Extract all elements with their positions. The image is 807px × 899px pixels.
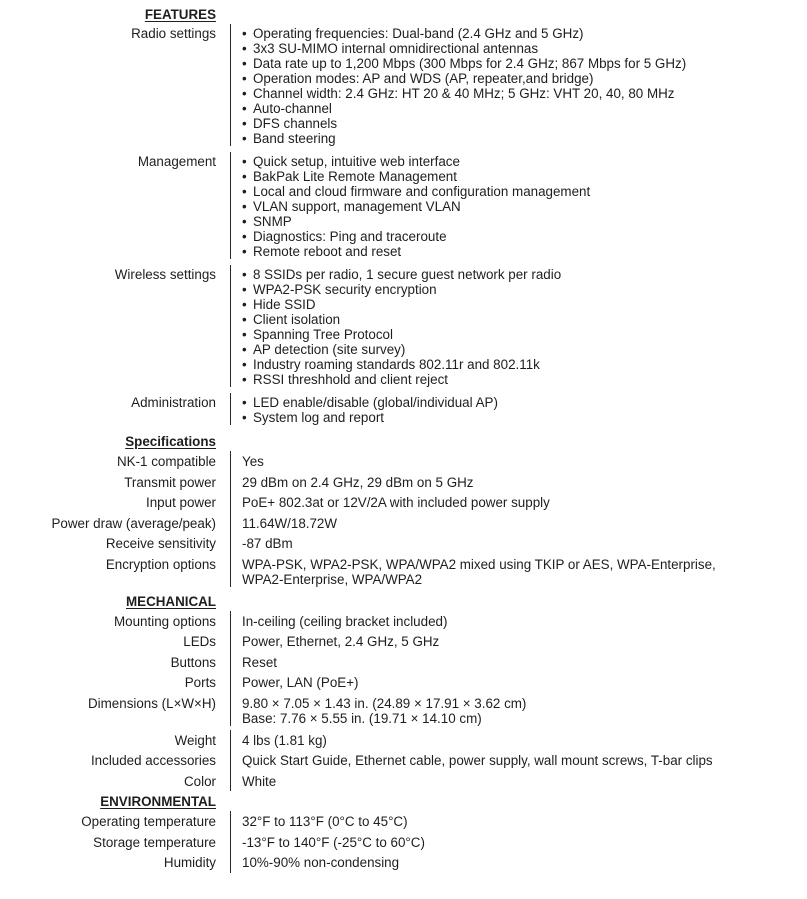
spec-value — [242, 24, 797, 146]
spec-value — [242, 750, 797, 771]
spec-label: Encryption options — [105, 556, 216, 572]
feature-list-item: • Channel width: 2.4 GHz: HT 20 & 40 MHz; 5 GHz: VHT 20, 40, 80 MHz — [242, 86, 797, 101]
spec-value — [242, 852, 797, 873]
spec-label: Transmit power — [124, 474, 216, 490]
spec-value-line: -87 dBm — [242, 536, 293, 551]
spec-value — [242, 672, 797, 693]
column-divider — [230, 152, 231, 259]
feature-list-item: • DFS channels — [242, 116, 797, 131]
column-divider — [230, 631, 231, 652]
spec-value-line: 9.80 × 7.05 × 1.43 in. (24.89 × 17.91 × 3.62 cm) — [242, 695, 527, 711]
column-divider — [230, 472, 231, 493]
spec-value — [242, 832, 797, 853]
spec-value — [242, 730, 797, 751]
feature-list-item: • Data rate up to 1,200 Mbps (300 Mbps for 2.4 GHz; 867 Mbps for 5 GHz) — [242, 56, 797, 71]
spec-value-line: WPA-PSK, WPA2-PSK, WPA/WPA2 mixed using TKIP or AES, WPA-Enterprise, — [242, 556, 716, 572]
column-divider — [230, 730, 231, 751]
feature-list — [242, 26, 797, 146]
spec-label: Mounting options — [114, 613, 216, 629]
feature-list — [242, 395, 797, 425]
spec-value-line: Quick Start Guide, Ethernet cable, power supply, wall mount screws, T-bar clips — [242, 753, 713, 768]
specifications-row — [0, 492, 807, 513]
spec-value — [242, 554, 797, 587]
mechanical-row — [0, 652, 807, 673]
mechanical-row — [0, 750, 807, 771]
feature-list-item: • Client isolation — [242, 312, 797, 327]
spec-value — [242, 451, 797, 472]
spec-label: Humidity — [163, 855, 216, 870]
column-divider — [230, 811, 231, 832]
feature-list-item: • LED enable/disable (global/individual AP) — [242, 395, 797, 410]
mechanical-row — [0, 730, 807, 751]
spec-label: Wireless settings — [114, 267, 216, 282]
feature-list-item: • Quick setup, intuitive web interface — [242, 154, 797, 169]
specifications-row — [0, 513, 807, 534]
spec-label: NK-1 compatible — [117, 454, 216, 469]
column-divider — [230, 533, 231, 554]
spec-label: Administration — [131, 395, 216, 410]
column-divider — [230, 513, 231, 534]
features-section-title: FEATURES — [144, 7, 216, 22]
spec-label: Buttons — [170, 654, 216, 670]
mechanical-row — [0, 631, 807, 652]
spec-label: Storage temperature — [93, 834, 216, 850]
feature-list-item: • Operating frequencies: Dual-band (2.4 GHz and 5 GHz) — [242, 26, 797, 41]
features-row — [0, 265, 807, 393]
column-divider — [230, 693, 231, 726]
feature-list-item: • Operation modes: AP and WDS (AP, repeater,and bridge) — [242, 71, 797, 86]
spec-value — [242, 265, 797, 387]
spec-value-line: -13°F to 140°F (-25°C to 60°C) — [242, 834, 425, 850]
spec-value-line: Reset — [242, 654, 277, 670]
spec-label: Dimensions (L×W×H) — [88, 695, 216, 711]
spec-value — [242, 611, 797, 632]
feature-list-item: • Remote reboot and reset — [242, 244, 797, 259]
mechanical-row — [0, 672, 807, 693]
spec-value-line: 10%-90% non-condensing — [242, 855, 400, 870]
spec-value — [242, 811, 797, 832]
spec-value — [242, 472, 797, 493]
column-divider — [230, 492, 231, 513]
environmental-row — [0, 832, 807, 853]
spec-label: Radio settings — [131, 26, 216, 41]
specifications-row — [0, 472, 807, 493]
column-divider — [230, 852, 231, 873]
feature-list-item: • Local and cloud firmware and configuration management — [242, 184, 797, 199]
feature-list-item: • Band steering — [242, 131, 797, 146]
spec-value — [242, 631, 797, 652]
spec-label: LEDs — [183, 634, 216, 649]
specifications-row — [0, 451, 807, 472]
spec-value — [242, 492, 797, 513]
feature-list — [242, 267, 797, 387]
column-divider — [230, 652, 231, 673]
specifications-section-title: Specifications — [125, 434, 216, 449]
spec-value — [242, 771, 797, 792]
feature-list-item: • SNMP — [242, 214, 797, 229]
column-divider — [230, 672, 231, 693]
spec-value-line: Yes — [242, 454, 264, 469]
specifications-section-header — [0, 431, 807, 451]
spec-label: Ports — [184, 675, 216, 690]
spec-value — [242, 652, 797, 673]
environmental-row — [0, 811, 807, 832]
feature-list-item: • Diagnostics: Ping and traceroute — [242, 229, 797, 244]
spec-label: Included accessories — [90, 753, 216, 768]
spec-label: Management — [137, 154, 216, 169]
column-divider — [230, 451, 231, 472]
mechanical-row — [0, 771, 807, 792]
feature-list — [242, 154, 797, 259]
feature-list-item: • AP detection (site survey) — [242, 342, 797, 357]
spec-sheet — [0, 4, 807, 873]
spec-label: Input power — [146, 495, 216, 510]
column-divider — [230, 771, 231, 792]
spec-value — [242, 152, 797, 259]
spec-value — [242, 513, 797, 534]
feature-list-item: • VLAN support, management VLAN — [242, 199, 797, 214]
feature-list-item: • 8 SSIDs per radio, 1 secure guest network per radio — [242, 267, 797, 282]
feature-list-item: • 3x3 SU-MIMO internal omnidirectional antennas — [242, 41, 797, 56]
feature-list-item: • Spanning Tree Protocol — [242, 327, 797, 342]
specifications-row — [0, 554, 807, 591]
features-row — [0, 393, 807, 431]
feature-list-item: • Industry roaming standards 802.11r and 802.11k — [242, 357, 797, 372]
feature-list-item: • Auto-channel — [242, 101, 797, 116]
spec-value-line: Power, LAN (PoE+) — [242, 675, 359, 690]
environmental-section-title: ENVIRONMENTAL — [100, 794, 216, 809]
spec-value — [242, 693, 797, 726]
column-divider — [230, 265, 231, 387]
feature-list-item: • WPA2-PSK security encryption — [242, 282, 797, 297]
spec-value-line: Power, Ethernet, 2.4 GHz, 5 GHz — [242, 634, 440, 649]
spec-value-line: 29 dBm on 2.4 GHz, 29 dBm on 5 GHz — [242, 474, 474, 490]
column-divider — [230, 611, 231, 632]
column-divider — [230, 393, 231, 425]
spec-value — [242, 533, 797, 554]
spec-value-line: In-ceiling (ceiling bracket included) — [242, 613, 448, 629]
spec-label: Operating temperature — [81, 814, 216, 829]
environmental-section-header — [0, 791, 807, 811]
mechanical-row — [0, 611, 807, 632]
spec-label: Color — [184, 773, 216, 789]
feature-list-item: • Hide SSID — [242, 297, 797, 312]
column-divider — [230, 24, 231, 146]
spec-value — [242, 393, 797, 425]
features-section-header — [0, 4, 807, 24]
spec-value-line: White — [242, 773, 277, 789]
spec-value-line: 11.64W/18.72W — [242, 515, 338, 531]
column-divider — [230, 832, 231, 853]
environmental-row — [0, 852, 807, 873]
spec-value-line: 32°F to 113°F (0°C to 45°C) — [242, 814, 408, 829]
spec-value-line: PoE+ 802.3at or 12V/2A with included power supply — [242, 495, 550, 510]
specifications-row — [0, 533, 807, 554]
features-row — [0, 152, 807, 265]
features-row — [0, 24, 807, 152]
spec-label: Receive sensitivity — [105, 536, 216, 551]
mechanical-section-title: MECHANICAL — [125, 593, 216, 609]
column-divider — [230, 750, 231, 771]
column-divider — [230, 554, 231, 587]
spec-value-line: 4 lbs (1.81 kg) — [242, 732, 327, 748]
mechanical-section-header — [0, 591, 807, 611]
feature-list-item: • RSSI threshhold and client reject — [242, 372, 797, 387]
mechanical-row — [0, 693, 807, 730]
feature-list-item: • BakPak Lite Remote Management — [242, 169, 797, 184]
spec-label: Weight — [174, 732, 216, 748]
spec-value-line: Base: 7.76 × 5.55 in. (19.71 × 14.10 cm) — [242, 710, 482, 726]
feature-list-item: • System log and report — [242, 410, 797, 425]
spec-value-line: WPA2-Enterprise, WPA/WPA2 — [242, 571, 423, 587]
spec-label: Power draw (average/peak) — [51, 515, 216, 531]
